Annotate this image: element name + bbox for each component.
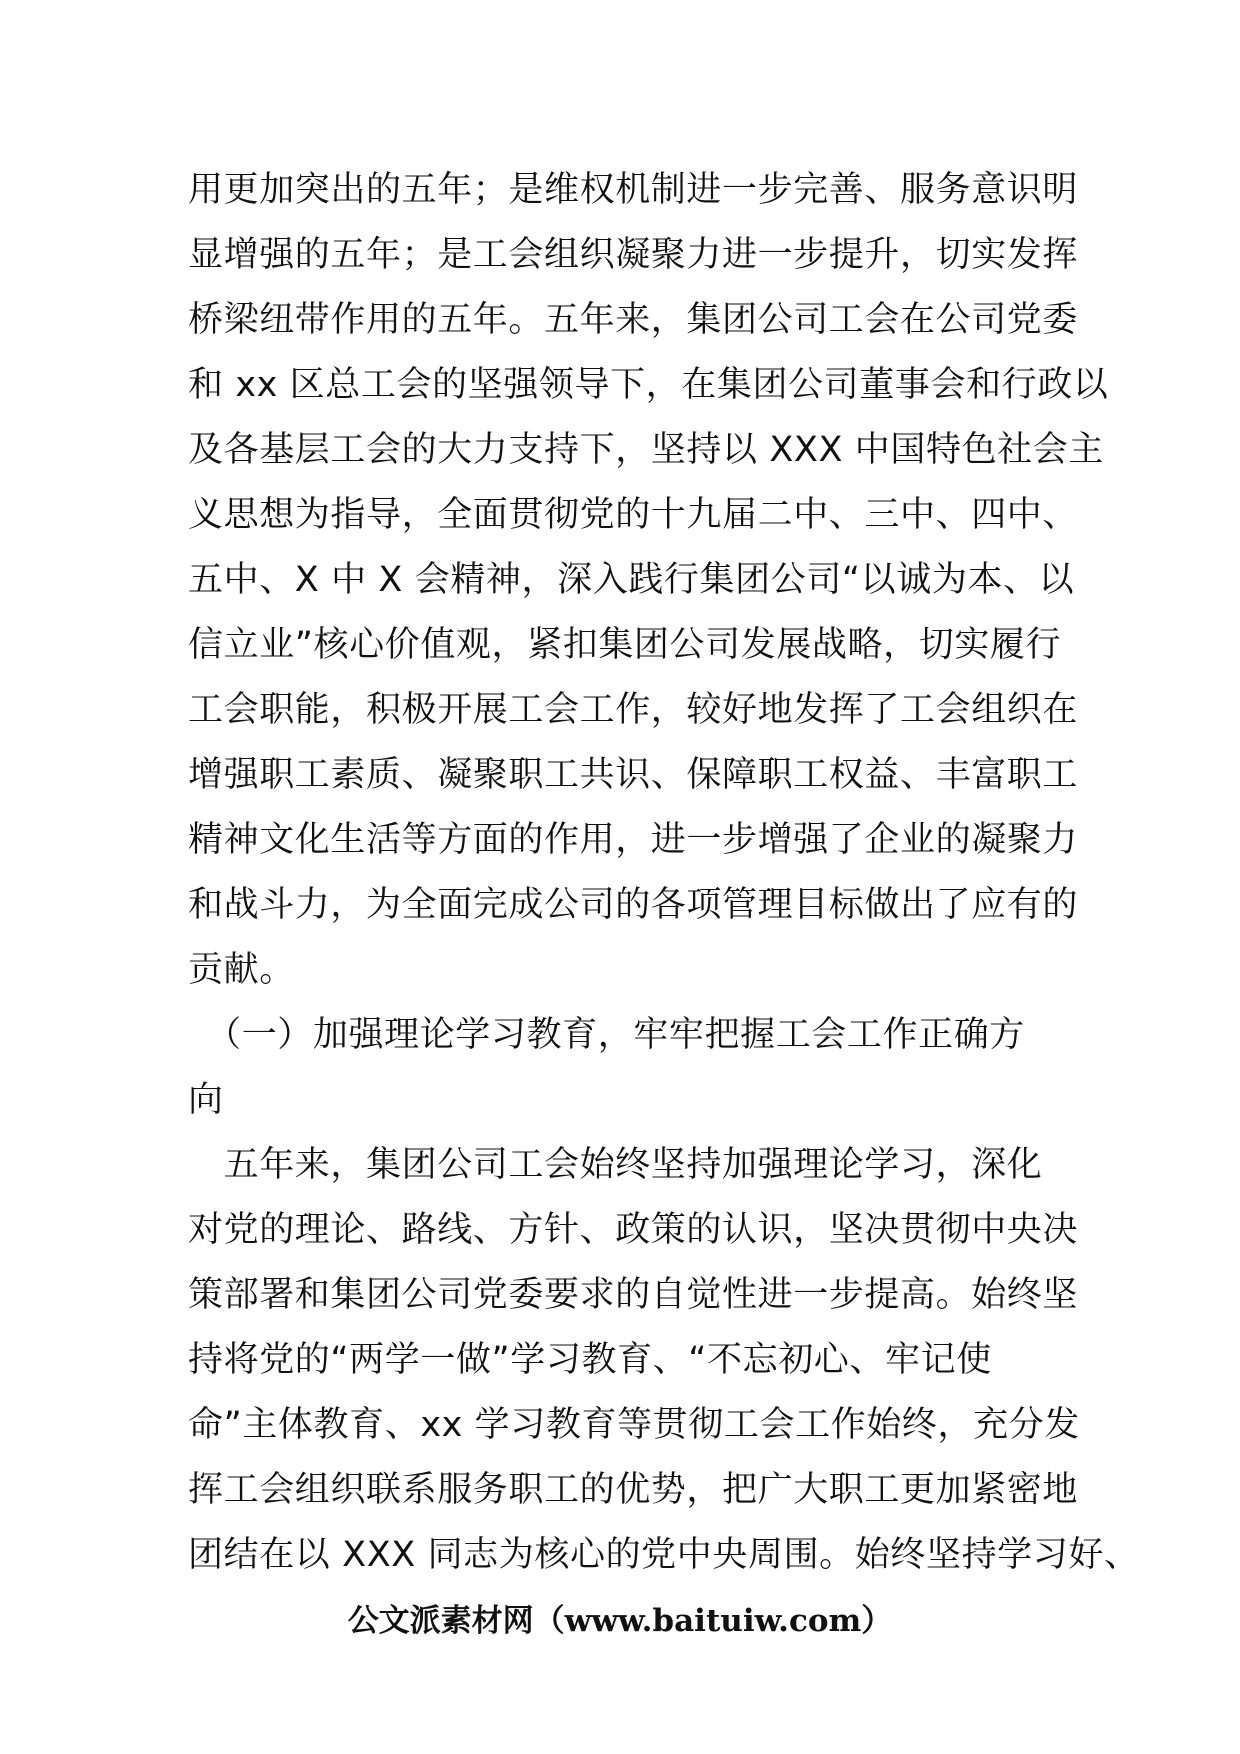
text-line: 精神文化生活等方面的作用，进一步增强了企业的凝聚力 [188, 820, 1079, 860]
text-line: 贡献。 [188, 950, 295, 990]
text-line: 义思想为指导，全面贯彻党的十九届二中、三中、四中、 [188, 495, 1079, 535]
text-line: 五年来，集团公司工会始终坚持加强理论学习，深化 [188, 1145, 1043, 1185]
text-line: 信立业”核心价值观，紧扣集团公司发展战略，切实履行 [188, 625, 1062, 665]
text-line: 用更加突出的五年；是维权机制进一步完善、服务意识明 [188, 170, 1079, 210]
text-line: 挥工会组织联系服务职工的优势，把广大职工更加紧密地 [188, 1470, 1079, 1510]
text-line: 桥梁纽带作用的五年。五年来，集团公司工会在公司党委 [188, 300, 1079, 340]
text-line: 和战斗力，为全面完成公司的各项管理目标做出了应有的 [188, 885, 1079, 925]
text-line: 持将党的“两学一做”学习教育、“不忘初心、牢记使 [188, 1340, 992, 1380]
text-line: 显增强的五年；是工会组织凝聚力进一步提升，切实发挥 [188, 235, 1079, 275]
text-line: 对党的理论、路线、方针、政策的认识，坚决贯彻中央决 [188, 1210, 1079, 1250]
text-line: 和 xx 区总工会的坚强领导下，在集团公司董事会和行政以 [188, 365, 1109, 405]
section-heading-line: （一）加强理论学习教育，牢牢把握工会工作正确方 [188, 1015, 1025, 1055]
footer-watermark: 公文派素材网（www.baituiw.com） [347, 1603, 893, 1639]
text-line: 策部署和集团公司党委要求的自觉性进一步提高。始终坚 [188, 1275, 1079, 1315]
text-line: 及各基层工会的大力支持下，坚持以 XXX 中国特色社会主 [188, 430, 1104, 470]
section-heading-line: 向 [188, 1080, 224, 1120]
text-line: 工会职能，积极开展工会工作，较好地发挥了工会组织在 [188, 690, 1079, 730]
text-line: 增强职工素质、凝聚职工共识、保障职工权益、丰富职工 [188, 755, 1079, 795]
text-line: 团结在以 XXX 同志为核心的党中央周围。始终坚持学习好、 [188, 1535, 1140, 1575]
text-line: 五中、X 中 X 会精神，深入践行集团公司“以诚为本、以 [188, 560, 1075, 600]
text-line: 命”主体教育、xx 学习教育等贯彻工会工作始终，充分发 [188, 1405, 1080, 1445]
